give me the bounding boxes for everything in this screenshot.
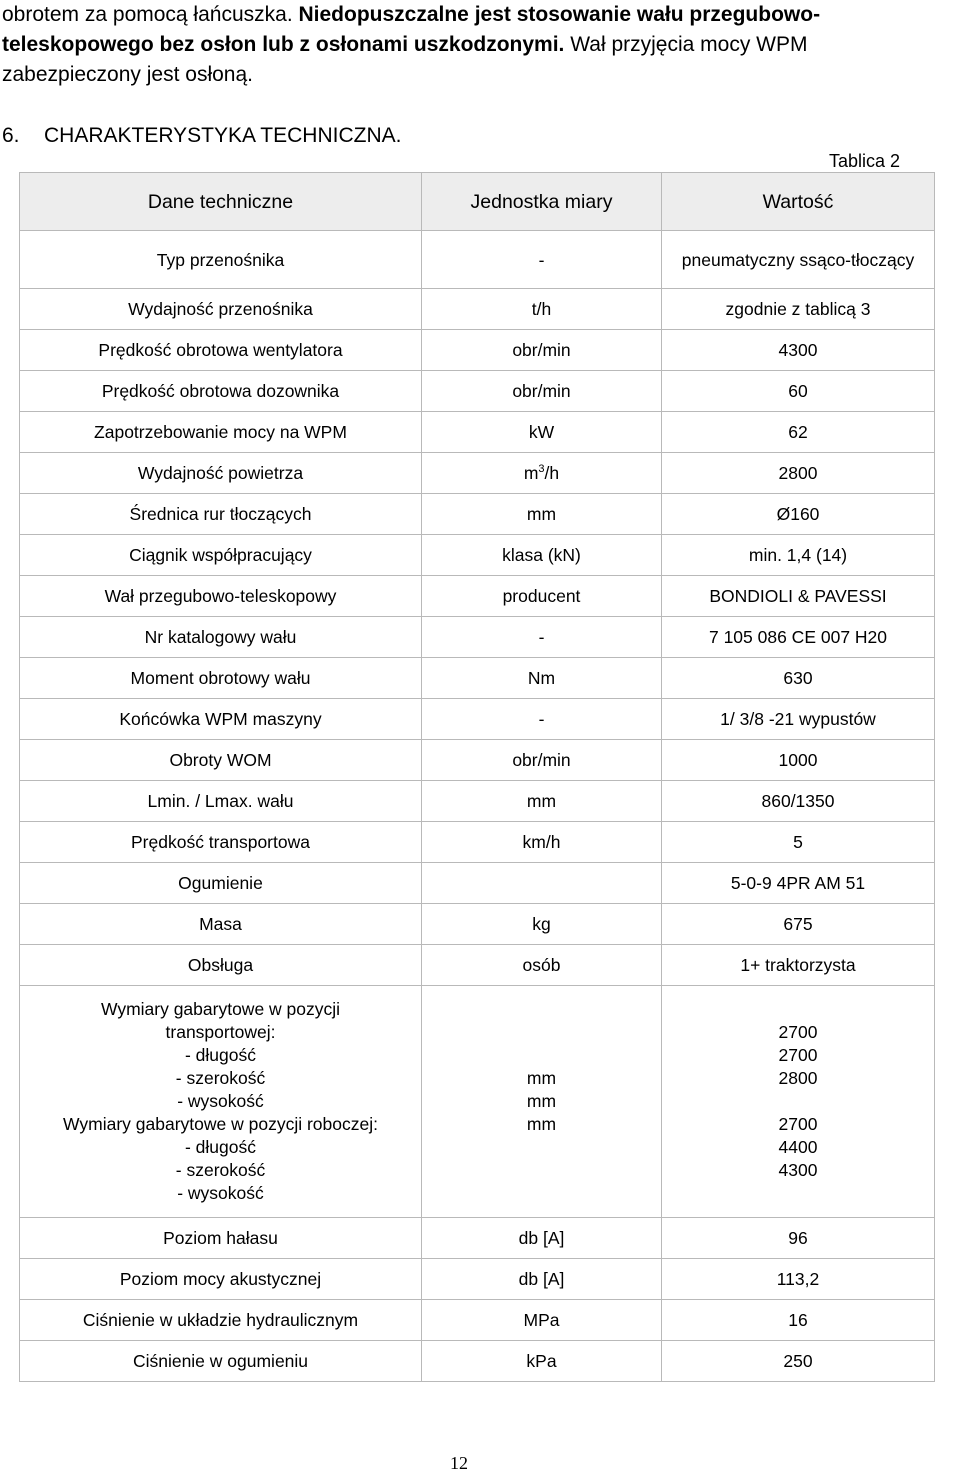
row-value: 60: [662, 371, 935, 412]
dimensions-working-value: 4300: [778, 1160, 818, 1180]
table-row: [20, 231, 935, 289]
table-row: [20, 494, 935, 535]
row-value: Ø160: [662, 494, 935, 535]
dimensions-label-line: transportowej:: [165, 1022, 276, 1042]
page-number: 12: [450, 1453, 468, 1473]
row-unit: mm: [422, 494, 662, 535]
section-heading: [2, 121, 401, 151]
table-row: [20, 289, 935, 330]
table-row: [20, 371, 935, 412]
row-name: Nr katalogowy wału: [20, 617, 422, 658]
table-row: [20, 1259, 935, 1300]
row-unit: obr/min: [422, 371, 662, 412]
table-row: [20, 822, 935, 863]
row-value: 16: [662, 1300, 935, 1341]
row-value: 7 105 086 CE 007 H20: [662, 617, 935, 658]
dimensions-label-line: Wymiary gabarytowe w pozycji roboczej:: [63, 1114, 378, 1134]
table-label: Tablica 2: [829, 151, 901, 171]
row-value: 1/ 3/8 -21 wypustów: [662, 699, 935, 740]
table-row: [20, 658, 935, 699]
intro-line-2: [2, 30, 960, 60]
row-name: Ciągnik współpracujący: [20, 535, 422, 576]
row-value: pneumatyczny ssąco-tłoczący: [662, 231, 935, 289]
intro-line-1: [2, 0, 960, 30]
table-row: [20, 1218, 935, 1259]
row-name: Zapotrzebowanie mocy na WPM: [20, 412, 422, 453]
table-row: [20, 699, 935, 740]
dimensions-values: [662, 986, 935, 1218]
row-unit: db [A]: [422, 1218, 662, 1259]
table-row: [20, 904, 935, 945]
row-unit: kPa: [422, 1341, 662, 1382]
row-name: Moment obrotowy wału: [20, 658, 422, 699]
row-value: 96: [662, 1218, 935, 1259]
row-value: BONDIOLI & PAVESSI: [662, 576, 935, 617]
row-value: 5-0-9 4PR AM 51: [662, 863, 935, 904]
dimensions-working-value: 2700: [778, 1114, 818, 1134]
table-row: [20, 863, 935, 904]
row-unit: t/h: [422, 289, 662, 330]
dimensions-units: [422, 986, 662, 1218]
row-unit: Nm: [422, 658, 662, 699]
intro-line-3: zabezpieczony jest osłoną.: [2, 63, 253, 86]
row-value: 1+ traktorzysta: [662, 945, 935, 986]
dimensions-label-line: - wysokość: [177, 1183, 264, 1203]
row-value: 860/1350: [662, 781, 935, 822]
row-value: min. 1,4 (14): [662, 535, 935, 576]
row-name: Prędkość obrotowa wentylatora: [20, 330, 422, 371]
table-row: [20, 535, 935, 576]
dimensions-label-line: - długość: [184, 1137, 256, 1157]
row-unit: obr/min: [422, 740, 662, 781]
row-name: Poziom hałasu: [20, 1218, 422, 1259]
table-row: [20, 617, 935, 658]
row-name: Ciśnienie w układzie hydraulicznym: [20, 1300, 422, 1341]
dimensions-transport-value: 2700: [778, 1022, 818, 1042]
row-unit: klasa (kN): [422, 535, 662, 576]
unit-superscript: 3: [538, 463, 545, 476]
dimensions-unit: mm: [526, 1091, 557, 1111]
row-unit: producent: [422, 576, 662, 617]
section-number: 6.: [2, 124, 20, 147]
row-value: 675: [662, 904, 935, 945]
unit-base: m: [523, 463, 539, 483]
table-row: [20, 781, 935, 822]
table-row: [20, 1300, 935, 1341]
technical-data-table: [19, 172, 935, 1382]
intro-warning-1: Niedopuszczalne jest stosowanie wału przegubowo-: [298, 3, 821, 26]
intro-line-1-text: obrotem za pomocą łańcuszka.: [2, 3, 299, 26]
row-unit: km/h: [422, 822, 662, 863]
row-unit: -: [422, 617, 662, 658]
intro-paragraph: [2, 0, 960, 90]
section-title: CHARAKTERYSTYKA TECHNICZNA.: [44, 124, 402, 147]
row-name: Typ przenośnika: [20, 231, 422, 289]
dimensions-transport-value: 2700: [778, 1045, 818, 1065]
row-name: Poziom mocy akustycznej: [20, 1259, 422, 1300]
row-name: Prędkość transportowa: [20, 822, 422, 863]
row-name: Wydajność powietrza: [20, 453, 422, 494]
dimensions-label-line: - szerokość: [175, 1068, 266, 1088]
table-row: [20, 330, 935, 371]
row-unit: db [A]: [422, 1259, 662, 1300]
intro-line-2-text: Wał przyjęcia mocy WPM: [564, 33, 808, 56]
row-value: 62: [662, 412, 935, 453]
row-name: Lmin. / Lmax. wału: [20, 781, 422, 822]
intro-warning-2: teleskopowego bez osłon lub z osłonami uszkodzonymi.: [2, 33, 565, 56]
row-unit: [422, 863, 662, 904]
row-unit: -: [422, 699, 662, 740]
table-header-row: [20, 173, 935, 231]
table-row: [20, 740, 935, 781]
dimensions-label-line: - długość: [184, 1045, 256, 1065]
row-unit: [422, 453, 662, 494]
row-name: Ciśnienie w ogumieniu: [20, 1341, 422, 1382]
row-unit: mm: [422, 781, 662, 822]
row-unit: obr/min: [422, 330, 662, 371]
row-name: Obsługa: [20, 945, 422, 986]
table-row: [20, 1341, 935, 1382]
dimensions-row: [20, 986, 935, 1218]
row-name: Wał przegubowo-teleskopowy: [20, 576, 422, 617]
row-name: Wydajność przenośnika: [20, 289, 422, 330]
table-row: [20, 576, 935, 617]
dimensions-label-line: Wymiary gabarytowe w pozycji: [100, 999, 341, 1019]
row-value: 2800: [662, 453, 935, 494]
row-value: 4300: [662, 330, 935, 371]
row-name: Średnica rur tłoczących: [20, 494, 422, 535]
row-unit: -: [422, 231, 662, 289]
table-row: [20, 453, 935, 494]
row-unit: kW: [422, 412, 662, 453]
row-value: 630: [662, 658, 935, 699]
dimensions-unit: mm: [526, 1068, 557, 1088]
row-name: Obroty WOM: [20, 740, 422, 781]
row-name: Końcówka WPM maszyny: [20, 699, 422, 740]
dimensions-transport-value: 2800: [778, 1068, 818, 1088]
row-unit: kg: [422, 904, 662, 945]
row-value: 1000: [662, 740, 935, 781]
dimensions-label-line: - szerokość: [175, 1160, 266, 1180]
row-unit: MPa: [422, 1300, 662, 1341]
header-unit: Jednostka miary: [422, 173, 662, 231]
dimensions-working-value: 4400: [778, 1137, 818, 1157]
row-unit: osób: [422, 945, 662, 986]
unit-tail: /h: [544, 463, 560, 483]
dimensions-unit: mm: [526, 1114, 557, 1134]
table-row: [20, 945, 935, 986]
header-value: Wartość: [662, 173, 935, 231]
table-row: [20, 412, 935, 453]
header-technical-data: Dane techniczne: [20, 173, 422, 231]
row-name: Prędkość obrotowa dozownika: [20, 371, 422, 412]
dimensions-names: [20, 986, 422, 1218]
row-name: Masa: [20, 904, 422, 945]
row-value: 113,2: [662, 1259, 935, 1300]
dimensions-label-line: - wysokość: [177, 1091, 264, 1111]
row-name: Ogumienie: [20, 863, 422, 904]
row-value: zgodnie z tablicą 3: [662, 289, 935, 330]
row-value: 250: [662, 1341, 935, 1382]
row-value: 5: [662, 822, 935, 863]
